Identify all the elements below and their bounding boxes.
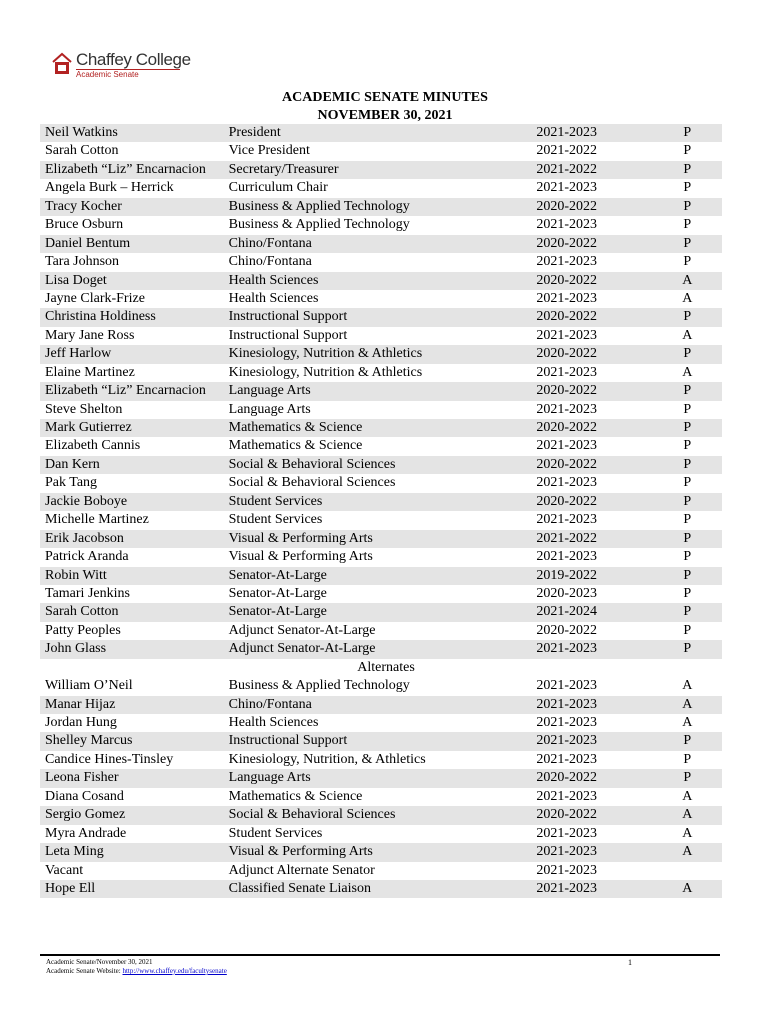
member-area: Social & Behavioral Sciences bbox=[228, 475, 396, 491]
attendance-status: P bbox=[683, 309, 692, 325]
attendance-status: P bbox=[683, 475, 692, 491]
member-area: Health Sciences bbox=[228, 290, 319, 306]
attendance-status: A bbox=[682, 880, 693, 896]
member-name: Manar Hijaz bbox=[45, 696, 116, 712]
member-term: 2021-2024 bbox=[536, 604, 598, 620]
member-area: Senator-At-Large bbox=[228, 604, 327, 620]
member-term: 2020-2022 bbox=[536, 346, 598, 362]
member-name: Christina Holdiness bbox=[45, 309, 156, 325]
member-row bbox=[40, 272, 722, 290]
member-area: Visual & Performing Arts bbox=[228, 530, 373, 546]
logo-subtitle: Academic Senate bbox=[76, 70, 139, 79]
alternate-row bbox=[40, 880, 722, 898]
member-row bbox=[40, 327, 722, 345]
member-name: Bruce Osburn bbox=[45, 217, 124, 233]
member-area: Secretary/Treasurer bbox=[228, 161, 339, 177]
member-name: Elizabeth “Liz” Encarnacion bbox=[45, 383, 206, 399]
member-name: Sergio Gomez bbox=[45, 807, 126, 823]
footer-website-line bbox=[46, 967, 227, 976]
member-term: 2021-2023 bbox=[536, 327, 598, 343]
member-area: Kinesiology, Nutrition & Athletics bbox=[228, 346, 423, 362]
attendance-status: P bbox=[683, 143, 692, 159]
member-term: 2021-2022 bbox=[536, 143, 598, 159]
member-row bbox=[40, 161, 722, 179]
member-area: Kinesiology, Nutrition & Athletics bbox=[228, 364, 423, 380]
member-name: Neil Watkins bbox=[45, 125, 118, 140]
member-area: Language Arts bbox=[228, 770, 311, 786]
member-term: 2020-2023 bbox=[536, 585, 598, 601]
alternate-row bbox=[40, 677, 722, 695]
member-name: Dan Kern bbox=[45, 456, 100, 472]
member-term: 2021-2023 bbox=[536, 364, 598, 380]
member-name: Mark Gutierrez bbox=[45, 420, 132, 435]
attendance-status: P bbox=[683, 198, 692, 214]
footer-divider bbox=[40, 954, 720, 956]
member-name: William O’Neil bbox=[45, 678, 133, 694]
attendance-status: P bbox=[683, 530, 692, 546]
member-name: Steve Shelton bbox=[45, 401, 123, 417]
member-area: Mathematics & Science bbox=[228, 420, 363, 435]
member-row bbox=[40, 456, 722, 474]
member-term: 2020-2022 bbox=[536, 622, 598, 638]
member-area: Mathematics & Science bbox=[228, 788, 363, 804]
alternate-row bbox=[40, 769, 722, 787]
member-term: 2020-2022 bbox=[536, 383, 598, 399]
member-row bbox=[40, 437, 722, 455]
member-area: Kinesiology, Nutrition, & Athletics bbox=[228, 751, 426, 767]
member-area: Adjunct Senator-At-Large bbox=[228, 622, 376, 638]
member-name: Elizabeth “Liz” Encarnacion bbox=[45, 161, 206, 177]
member-row bbox=[40, 253, 722, 271]
member-name: Diana Cosand bbox=[45, 788, 124, 804]
member-name: Erik Jacobson bbox=[45, 530, 124, 546]
member-row bbox=[40, 401, 722, 419]
attendance-status: A bbox=[682, 825, 693, 841]
member-row bbox=[40, 216, 722, 234]
member-area: Business & Applied Technology bbox=[228, 198, 410, 214]
member-term: 2020-2022 bbox=[536, 493, 598, 509]
alternate-row bbox=[40, 751, 722, 769]
faculty-senate-link[interactable]: http://www.chaffey.edu/facultysenate bbox=[122, 967, 227, 975]
member-term: 2021-2023 bbox=[536, 844, 598, 860]
attendance-status: P bbox=[683, 622, 692, 638]
logo-name: Chaffey College bbox=[76, 50, 191, 69]
member-area: Student Services bbox=[228, 825, 323, 841]
member-row bbox=[40, 493, 722, 511]
member-name: Shelley Marcus bbox=[45, 733, 133, 749]
footer-website-label: Academic Senate Website: bbox=[46, 967, 121, 975]
member-area: Vice President bbox=[228, 143, 310, 159]
member-area: Instructional Support bbox=[228, 327, 348, 343]
alternate-row bbox=[40, 788, 722, 806]
member-name: Sarah Cotton bbox=[45, 143, 119, 159]
member-name: John Glass bbox=[45, 641, 107, 657]
attendance-status: P bbox=[683, 549, 692, 565]
alternate-row bbox=[40, 862, 722, 880]
attendance-status: P bbox=[683, 125, 692, 140]
member-area: Adjunct Senator-At-Large bbox=[228, 641, 376, 657]
member-term: 2020-2022 bbox=[536, 456, 598, 472]
chaffey-college-logo bbox=[52, 52, 192, 84]
member-area: Business & Applied Technology bbox=[228, 678, 410, 694]
member-area: Chino/Fontana bbox=[228, 254, 312, 270]
member-area: Language Arts bbox=[228, 401, 311, 417]
attendance-status: P bbox=[683, 180, 692, 196]
member-term: 2020-2022 bbox=[536, 198, 598, 214]
member-term: 2021-2023 bbox=[536, 438, 598, 454]
member-row bbox=[40, 124, 722, 142]
attendance-status: A bbox=[682, 678, 693, 694]
attendance-status: A bbox=[682, 696, 693, 712]
member-area: Social & Behavioral Sciences bbox=[228, 456, 396, 472]
member-term: 2021-2023 bbox=[536, 254, 598, 270]
member-area: Classified Senate Liaison bbox=[228, 880, 371, 896]
member-area: President bbox=[228, 125, 281, 140]
member-row bbox=[40, 345, 722, 363]
member-name: Vacant bbox=[45, 862, 84, 878]
member-term: 2020-2022 bbox=[536, 420, 598, 435]
member-term: 2021-2022 bbox=[536, 530, 598, 546]
member-term: 2021-2023 bbox=[536, 290, 598, 306]
member-area: Health Sciences bbox=[228, 272, 319, 288]
member-name: Mary Jane Ross bbox=[45, 327, 135, 343]
attendance-status: P bbox=[683, 512, 692, 528]
attendance-status bbox=[653, 862, 722, 880]
member-area: Social & Behavioral Sciences bbox=[228, 807, 396, 823]
member-name: Jackie Boboye bbox=[45, 493, 128, 509]
member-row bbox=[40, 622, 722, 640]
member-term: 2021-2022 bbox=[536, 161, 598, 177]
attendance-status: A bbox=[682, 327, 693, 343]
member-area: Student Services bbox=[228, 493, 323, 509]
member-name: Tara Johnson bbox=[45, 254, 120, 270]
member-area: Business & Applied Technology bbox=[228, 217, 410, 233]
attendance-status: A bbox=[682, 844, 693, 860]
alternate-row bbox=[40, 696, 722, 714]
member-row bbox=[40, 364, 722, 382]
attendance-status: P bbox=[683, 161, 692, 177]
attendance-status: P bbox=[683, 751, 692, 767]
alternates-heading: Alternates bbox=[357, 659, 415, 675]
attendance-status: A bbox=[682, 272, 693, 288]
member-term: 2020-2022 bbox=[536, 309, 598, 325]
member-term: 2021-2023 bbox=[536, 733, 598, 749]
member-term: 2020-2022 bbox=[536, 807, 598, 823]
attendance-status: P bbox=[683, 346, 692, 362]
member-name: Patty Peoples bbox=[45, 622, 121, 638]
member-row bbox=[40, 603, 722, 621]
attendance-status: P bbox=[683, 493, 692, 509]
member-name: Jordan Hung bbox=[45, 715, 117, 730]
member-row bbox=[40, 511, 722, 529]
member-row bbox=[40, 142, 722, 160]
member-term: 2021-2023 bbox=[536, 549, 598, 565]
attendance-status: P bbox=[683, 567, 692, 583]
member-name: Hope Ell bbox=[45, 880, 96, 896]
attendance-status: P bbox=[683, 254, 692, 270]
member-row bbox=[40, 179, 722, 197]
alternate-row bbox=[40, 732, 722, 750]
attendance-status: P bbox=[683, 401, 692, 417]
attendance-status: P bbox=[683, 235, 692, 251]
member-term: 2020-2022 bbox=[536, 272, 598, 288]
member-term: 2021-2023 bbox=[536, 862, 598, 878]
member-area: Senator-At-Large bbox=[228, 585, 327, 601]
member-row bbox=[40, 235, 722, 253]
member-name: Jayne Clark-Frize bbox=[45, 290, 145, 306]
member-row bbox=[40, 290, 722, 308]
attendance-status: P bbox=[683, 383, 692, 399]
footer-line: Academic Senate/November 30, 2021 bbox=[46, 958, 153, 966]
alternate-row bbox=[40, 843, 722, 861]
member-area: Instructional Support bbox=[228, 309, 348, 325]
attendance-status: P bbox=[683, 420, 692, 435]
attendance-roster bbox=[40, 124, 722, 898]
attendance-status: A bbox=[682, 364, 693, 380]
member-area: Student Services bbox=[228, 512, 323, 528]
member-area: Adjunct Alternate Senator bbox=[228, 862, 375, 878]
attendance-status: A bbox=[682, 788, 693, 804]
member-name: Lisa Doget bbox=[45, 272, 107, 288]
member-row bbox=[40, 548, 722, 566]
attendance-status: P bbox=[683, 770, 692, 786]
member-row bbox=[40, 198, 722, 216]
footer bbox=[46, 958, 227, 976]
member-name: Jeff Harlow bbox=[45, 346, 112, 362]
attendance-status: P bbox=[683, 585, 692, 601]
member-term: 2021-2023 bbox=[536, 715, 598, 730]
attendance-status: P bbox=[683, 438, 692, 454]
document-title: ACADEMIC SENATE MINUTES bbox=[282, 90, 488, 105]
member-row bbox=[40, 419, 722, 437]
member-name: Pak Tang bbox=[45, 475, 98, 491]
attendance-status: P bbox=[683, 733, 692, 749]
attendance-status: P bbox=[683, 217, 692, 233]
member-row bbox=[40, 567, 722, 585]
member-area: Instructional Support bbox=[228, 733, 348, 749]
member-name: Elaine Martinez bbox=[45, 364, 135, 380]
member-name: Angela Burk – Herrick bbox=[45, 180, 174, 196]
member-term: 2021-2023 bbox=[536, 788, 598, 804]
member-name: Tamari Jenkins bbox=[45, 585, 130, 601]
alternate-row bbox=[40, 714, 722, 732]
member-term: 2020-2022 bbox=[536, 235, 598, 251]
member-term: 2019-2022 bbox=[536, 567, 598, 583]
member-area: Chino/Fontana bbox=[228, 696, 312, 712]
member-term: 2021-2023 bbox=[536, 825, 598, 841]
member-area: Visual & Performing Arts bbox=[228, 549, 373, 565]
member-name: Patrick Aranda bbox=[45, 549, 129, 565]
alternate-row bbox=[40, 825, 722, 843]
member-term: 2021-2023 bbox=[536, 475, 598, 491]
member-name: Tracy Kocher bbox=[45, 198, 122, 214]
member-term: 2021-2023 bbox=[536, 401, 598, 417]
member-name: Leta Ming bbox=[45, 844, 104, 860]
member-term: 2021-2023 bbox=[536, 217, 598, 233]
member-term: 2021-2023 bbox=[536, 180, 598, 196]
member-name: Robin Witt bbox=[45, 567, 107, 583]
member-name: Sarah Cotton bbox=[45, 604, 119, 620]
member-name: Elizabeth Cannis bbox=[45, 438, 141, 454]
page-number: 1 bbox=[628, 958, 632, 967]
attendance-status: P bbox=[683, 604, 692, 620]
attendance-status: A bbox=[682, 807, 693, 823]
member-name: Myra Andrade bbox=[45, 825, 127, 841]
member-term: 2021-2023 bbox=[536, 880, 598, 896]
member-name: Candice Hines-Tinsley bbox=[45, 751, 174, 767]
member-area: Visual & Performing Arts bbox=[228, 844, 373, 860]
attendance-status: A bbox=[682, 290, 693, 306]
member-name: Daniel Bentum bbox=[45, 235, 131, 251]
member-row bbox=[40, 382, 722, 400]
member-area: Senator-At-Large bbox=[228, 567, 327, 583]
member-row bbox=[40, 530, 722, 548]
chaffey-house-logo-icon bbox=[52, 52, 72, 76]
alternate-row bbox=[40, 806, 722, 824]
member-area: Health Sciences bbox=[228, 715, 319, 730]
member-area: Curriculum Chair bbox=[228, 180, 328, 196]
member-row bbox=[40, 474, 722, 492]
attendance-status: P bbox=[683, 641, 692, 657]
member-term: 2021-2023 bbox=[536, 125, 598, 140]
member-term: 2021-2023 bbox=[536, 512, 598, 528]
member-name: Michelle Martinez bbox=[45, 512, 149, 528]
member-row bbox=[40, 640, 722, 658]
attendance-status: P bbox=[683, 456, 692, 472]
member-term: 2021-2023 bbox=[536, 641, 598, 657]
document-date: NOVEMBER 30, 2021 bbox=[317, 108, 453, 123]
member-term: 2021-2023 bbox=[536, 696, 598, 712]
member-row bbox=[40, 308, 722, 326]
member-name: Leona Fisher bbox=[45, 770, 119, 786]
member-area: Mathematics & Science bbox=[228, 438, 363, 454]
attendance-status: A bbox=[682, 715, 693, 730]
member-area: Language Arts bbox=[228, 383, 311, 399]
member-row bbox=[40, 585, 722, 603]
member-area: Chino/Fontana bbox=[228, 235, 312, 251]
member-term: 2021-2023 bbox=[536, 678, 598, 694]
member-term: 2021-2023 bbox=[536, 751, 598, 767]
member-term: 2020-2022 bbox=[536, 770, 598, 786]
